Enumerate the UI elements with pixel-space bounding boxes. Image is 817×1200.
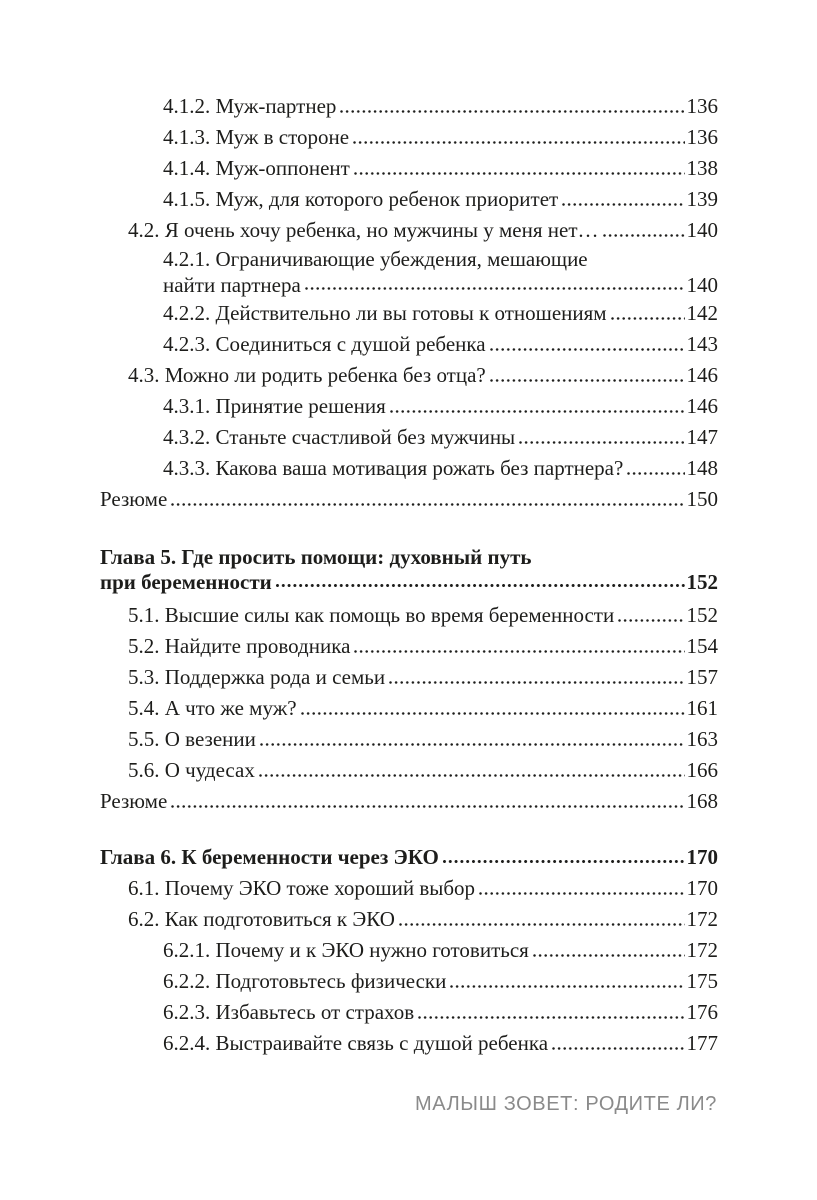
toc-entry-label: 5.4. А что же муж?: [128, 696, 297, 720]
toc-entry: [100, 422, 718, 453]
toc-section-chapter-6: [100, 842, 718, 1059]
chapter-heading-page: 170: [686, 845, 718, 869]
dot-leader: [603, 234, 685, 237]
toc-entry-page: 150: [686, 487, 718, 511]
toc-entry-label: 5.1. Высшие силы как помощь во время беременности: [128, 603, 615, 627]
toc-entry-page: 152: [686, 603, 718, 627]
chapter-heading: [100, 842, 718, 873]
toc-entry-label: 6.2. Как подготовиться к ЭКО: [128, 907, 395, 931]
toc-entry: [100, 153, 718, 184]
toc-entry-label: 4.2. Я очень хочу ребенка, но мужчины у меня нет…: [128, 218, 599, 242]
toc-entry: [100, 631, 718, 662]
toc-entry: [100, 693, 718, 724]
toc-entry-page: 146: [686, 363, 718, 387]
toc-entry-page: 136: [686, 125, 718, 149]
toc-entry: [100, 662, 718, 693]
toc-entry-label-continuation: найти партнера: [163, 273, 301, 297]
toc-entry-label: 6.1. Почему ЭКО тоже хороший выбор: [128, 876, 476, 900]
toc-section-chapter-5: [100, 545, 718, 817]
toc-entry-label: 4.1.4. Муж-оппонент: [163, 156, 350, 180]
dot-leader: [533, 954, 685, 957]
dot-leader: [276, 584, 685, 588]
toc-entry: [100, 246, 718, 298]
toc-entry-page: 163: [686, 727, 718, 751]
dot-leader: [611, 317, 685, 320]
toc-entry-page: 148: [686, 456, 718, 480]
dot-leader: [259, 774, 685, 777]
dot-leader: [171, 503, 684, 506]
dot-leader: [519, 441, 684, 444]
toc-entry: [100, 997, 718, 1028]
toc-entry: [100, 873, 718, 904]
dot-leader: [305, 287, 685, 290]
chapter-heading-label: Глава 5. Где просить помощи: духовный путь: [100, 545, 532, 569]
dot-leader: [171, 805, 684, 808]
dot-leader: [354, 650, 684, 653]
toc-entry-page: 147: [686, 425, 718, 449]
toc-entry-label: 6.2.2. Подготовьтесь физически: [163, 969, 447, 993]
toc-entry-page: 143: [686, 332, 718, 356]
toc-entry-label: 5.5. О везении: [128, 727, 256, 751]
dot-leader: [443, 860, 685, 864]
toc-entry-page: 138: [686, 156, 718, 180]
toc-entry-label: 6.2.3. Избавьтесь от страхов: [163, 1000, 415, 1024]
toc-entry-page: 142: [686, 301, 718, 325]
toc-entry: [100, 122, 718, 153]
dot-leader: [618, 619, 684, 622]
dot-leader: [490, 348, 685, 351]
dot-leader: [301, 712, 685, 715]
toc-entry: [100, 904, 718, 935]
table-of-contents: [100, 91, 718, 1059]
dot-leader: [354, 172, 685, 175]
toc-entry: [100, 91, 718, 122]
toc-entry-label: 5.6. О чудесах: [128, 758, 255, 782]
dot-leader: [418, 1016, 684, 1019]
dot-leader: [450, 985, 684, 988]
toc-entry-label: 6.2.1. Почему и к ЭКО нужно готовиться: [163, 938, 529, 962]
toc-section-chapter-4: [100, 91, 718, 515]
toc-entry: [100, 215, 718, 246]
dot-leader: [562, 203, 684, 206]
toc-entry-page: 175: [686, 969, 718, 993]
footer-running-title: МАЛЫШ ЗОВЕТ: РОДИТЕ ЛИ?: [414, 1093, 717, 1115]
toc-entry: [100, 329, 718, 360]
toc-entry: [100, 935, 718, 966]
toc-entry-page: 136: [686, 94, 718, 118]
toc-entry: [100, 600, 718, 631]
dot-leader: [353, 141, 684, 144]
toc-entry-label: 4.3.1. Принятие решения: [163, 394, 386, 418]
toc-entry-label: 4.1.2. Муж-партнер: [163, 94, 337, 118]
toc-entry: [100, 755, 718, 786]
toc-entry: [100, 786, 718, 817]
toc-entry-label: 4.3. Можно ли родить ребенка без отца?: [128, 363, 486, 387]
dot-leader: [399, 923, 685, 926]
dot-leader: [490, 379, 685, 382]
toc-entry-label: 4.2.3. Соединиться с душой ребенка: [163, 332, 486, 356]
dot-leader: [552, 1047, 684, 1050]
toc-entry-page: 139: [686, 187, 718, 211]
toc-entry-label: 4.2.2. Действительно ли вы готовы к отношениям: [163, 301, 607, 325]
chapter-heading-label-continuation: при беременности: [100, 570, 272, 594]
toc-entry-label: 4.1.5. Муж, для которого ребенок приоритет: [163, 187, 559, 211]
toc-entry-page: 154: [686, 634, 718, 658]
toc-entry-page: 170: [686, 876, 718, 900]
toc-entry-page: 146: [686, 394, 718, 418]
toc-entry-page: 140: [686, 273, 718, 297]
chapter-heading-page: 152: [686, 570, 718, 594]
dot-leader: [389, 681, 684, 684]
toc-entry: [100, 1028, 718, 1059]
toc-entry-page: 161: [686, 696, 718, 720]
dot-leader: [627, 472, 684, 475]
toc-entry-page: 172: [686, 907, 718, 931]
dot-leader: [340, 110, 684, 113]
toc-entry-label: Резюме: [100, 789, 168, 813]
toc-entry: [100, 484, 718, 515]
dot-leader: [479, 892, 684, 895]
toc-entry: [100, 360, 718, 391]
toc-entry-label: 5.2. Найдите проводника: [128, 634, 351, 658]
chapter-heading: [100, 545, 718, 595]
chapter-heading-label: Глава 6. К беременности через ЭКО: [100, 845, 439, 869]
toc-entry-label: 5.3. Поддержка рода и семьи: [128, 665, 386, 689]
toc-entry-page: 172: [686, 938, 718, 962]
dot-leader: [260, 743, 685, 746]
toc-entry-label: Резюме: [100, 487, 168, 511]
toc-entry-label: 4.3.2. Станьте счастливой без мужчины: [163, 425, 516, 449]
toc-entry-page: 168: [686, 789, 718, 813]
toc-entry-label: 4.2.1. Ограничивающие убеждения, мешающие: [163, 247, 588, 271]
toc-entry-label: 4.1.3. Муж в стороне: [163, 125, 350, 149]
toc-entry-page: 177: [686, 1031, 718, 1055]
toc-entry-label: 4.3.3. Какова ваша мотивация рожать без партнера?: [163, 456, 624, 480]
toc-entry: [100, 724, 718, 755]
toc-entry: [100, 966, 718, 997]
toc-entry-page: 157: [686, 665, 718, 689]
toc-entry-page: 166: [686, 758, 718, 782]
toc-entry: [100, 391, 718, 422]
toc-entry: [100, 298, 718, 329]
toc-entry-label: 6.2.4. Выстраивайте связь с душой ребенка: [163, 1031, 549, 1055]
toc-entry-page: 140: [686, 218, 718, 242]
toc-entry: [100, 453, 718, 484]
toc-entry-page: 176: [686, 1000, 718, 1024]
dot-leader: [390, 410, 685, 413]
toc-entry: [100, 184, 718, 215]
